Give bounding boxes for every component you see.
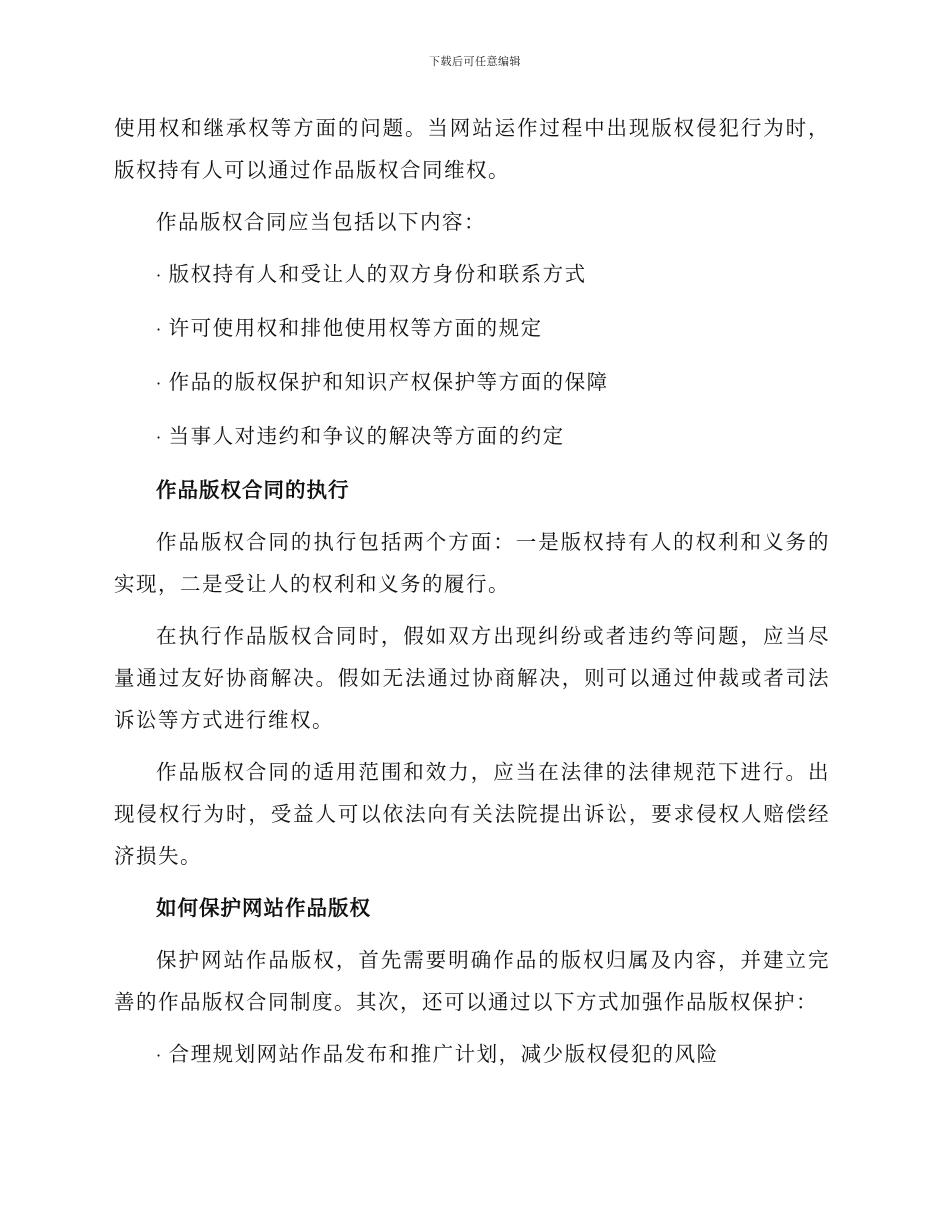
bullet-dot-icon: · [156, 266, 163, 285]
bullet-dot-icon: · [156, 428, 163, 447]
paragraph-execution-aspects: 作品版权合同的执行包括两个方面：一是版权持有人的权利和义务的实现，二是受让人的权利和义务的履行。 [114, 530, 830, 596]
list-item-text: 许可使用权和排他使用权等方面的规定 [168, 316, 543, 340]
list-item [114, 361, 830, 405]
list-item [114, 415, 830, 459]
bullet-dot-icon: · [156, 1046, 163, 1065]
list-item [114, 253, 830, 297]
paragraph-protection-methods: 保护网站作品版权，首先需要明确作品的版权归属及内容，并建立完善的作品版权合同制度。其次，还可以通过以下方式加强作品版权保护： [114, 948, 830, 1014]
list-item-text: 作品的版权保护和知识产权保护等方面的保障 [168, 370, 609, 394]
paragraph-dispute-resolution: 在执行作品版权合同时，假如双方出现纠纷或者违约等问题，应当尽量通过友好协商解决。假如无法通过协商解决，则可以通过仲裁或者司法诉讼等方式进行维权。 [114, 624, 830, 732]
paragraph-scope-and-effect: 作品版权合同的适用范围和效力，应当在法律的法律规范下进行。出现侵权行为时，受益人可以依法向有关法院提出诉讼，要求侵权人赔偿经济损失。 [114, 760, 830, 868]
list-item-text: 合理规划网站作品发布和推广计划，减少版权侵犯的风险 [168, 1042, 719, 1066]
list-item [114, 307, 830, 351]
paragraph-contract-contents-intro: 作品版权合同应当包括以下内容： [156, 210, 486, 234]
list-item-text: 当事人对违约和争议的解决等方面的约定 [168, 424, 565, 448]
bullet-dot-icon: · [156, 320, 163, 339]
section-heading-protect-copyright: 如何保护网站作品版权 [156, 896, 371, 920]
bullet-dot-icon: · [156, 374, 163, 393]
document-body [114, 107, 830, 1077]
paragraph-continuation: 使用权和继承权等方面的问题。当网站运作过程中出现版权侵犯行为时，版权持有人可以通过作品版权合同维权。 [114, 116, 830, 182]
list-item-text: 版权持有人和受让人的双方身份和联系方式 [168, 262, 587, 286]
list-item [114, 1033, 830, 1077]
header-note: 下载后可任意编辑 [429, 55, 521, 68]
section-heading-contract-execution: 作品版权合同的执行 [156, 478, 350, 502]
